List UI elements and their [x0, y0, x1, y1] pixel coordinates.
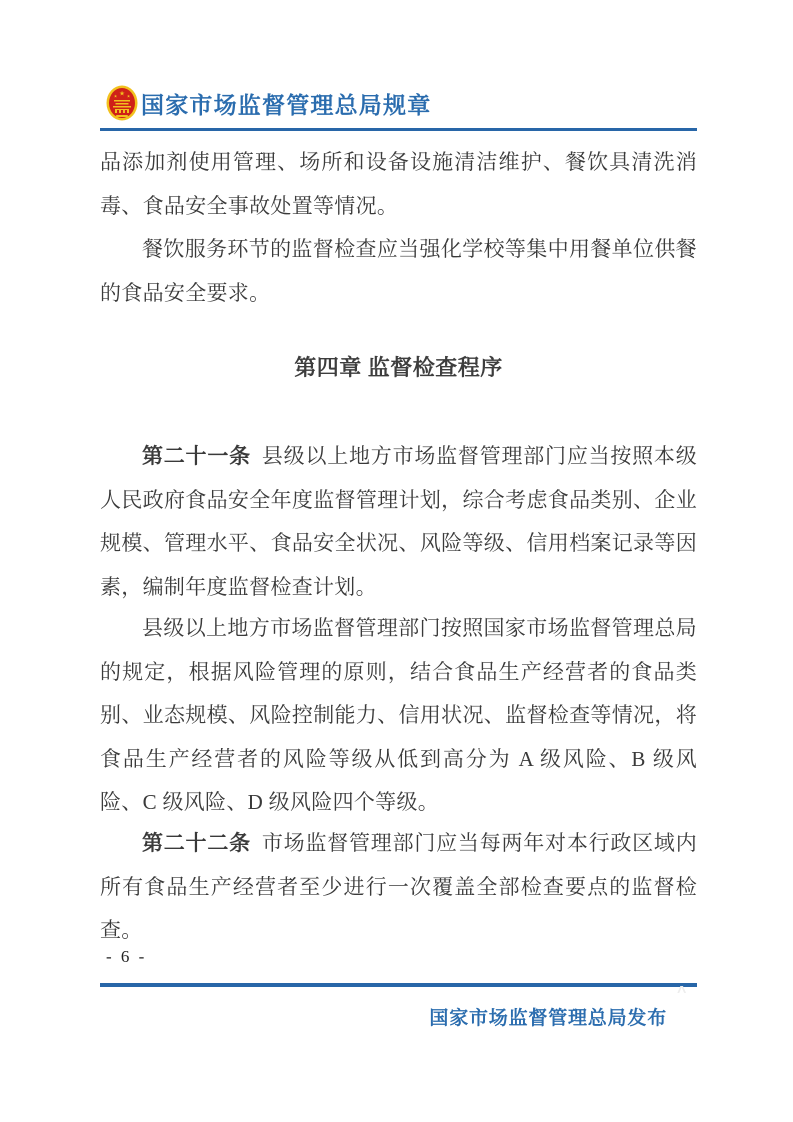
footer-publisher: 国家市场监督管理总局发布: [429, 1008, 667, 1029]
article-22-paragraph-1: [100, 822, 697, 953]
page-number: - 6 -: [106, 947, 147, 966]
paragraph-text: 县级以上地方市场监督管理部门应当按照本级人民政府食品安全年度监督管理计划，综合考虑食品类别、企业规模、管理水平、食品安全状况、风险等级、信用档案记录等因素，编制年度监督检查计划。: [100, 444, 698, 599]
back-to-top-icon[interactable]: ^: [677, 984, 687, 1001]
paragraph-text: 市场监督管理部门应当每两年对本行政区域内所有食品生产经营者至少进行一次覆盖全部检查要点的监督检查。: [100, 831, 698, 942]
header-divider: [100, 128, 697, 131]
header-title: 国家市场监督管理总局规章: [141, 91, 432, 118]
chapter-heading: [100, 346, 697, 390]
paragraph-text: 餐饮服务环节的监督检查应当强化学校等集中用餐单位供餐的食品安全要求。: [100, 237, 697, 305]
article-21-paragraph-2: [100, 607, 697, 825]
footer-divider: [100, 983, 697, 987]
paragraph-text: 第四章 监督检查程序: [294, 355, 503, 380]
paragraph-text: 县级以上地方市场监督管理部门按照国家市场监督管理总局的规定，根据风险管理的原则，结合食品生产经营者的食品类别、业态规模、风险控制能力、信用状况、监督检查等情况，将食品生产经营者的风险等级从低到高分为 A 级风险、B 级风险、C 级风险、D 级风险四个等级。: [100, 616, 697, 814]
svg-text:★: ★: [113, 93, 118, 99]
national-emblem-icon: [106, 85, 138, 121]
article-21-paragraph-1: [100, 435, 697, 609]
article-number: 第二十一条: [142, 444, 251, 468]
document-header: [106, 85, 431, 121]
svg-text:★: ★: [126, 93, 131, 99]
svg-text:★: ★: [119, 90, 125, 98]
article-number: 第二十二条: [142, 831, 251, 855]
body-paragraph-catering: [100, 228, 697, 315]
body-paragraph-continuation: [100, 141, 697, 228]
paragraph-text: 品添加剂使用管理、场所和设备设施清洁维护、餐饮具清洗消毒、食品安全事故处置等情况。: [100, 150, 697, 218]
